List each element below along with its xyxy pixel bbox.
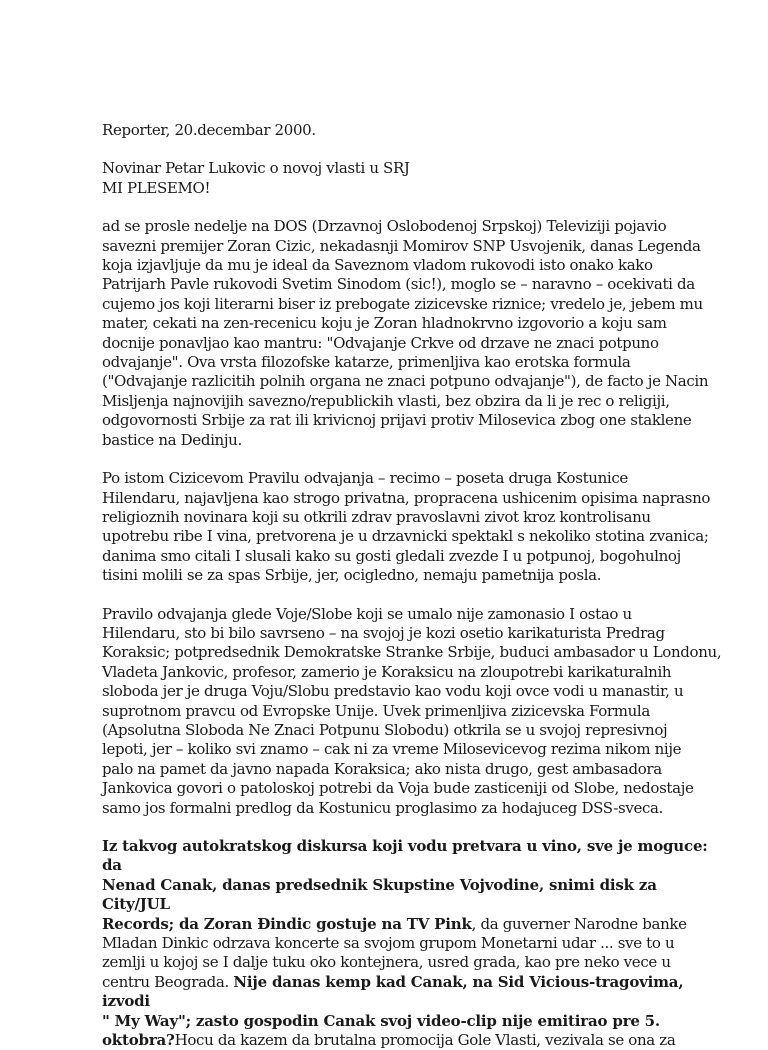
text-line: mater, cekati na zen-recenicu koju je Zoran hladnokrvno izgovorio a koju sam — [102, 314, 667, 333]
text-line: odgovornosti Srbije za rat ili krivicnoj prijavi protiv Milosevica zbog one staklene — [102, 411, 692, 430]
text-line: lepoti, jer – koliko svi znamo – cak ni za vreme Milosevicevog rezima nikom nije — [102, 740, 682, 759]
article-title: MI PLESEMO! — [102, 178, 211, 197]
text-line: samo jos formalni predlog da Kostunicu proglasimo za hodajuceg DSS-sveca. — [102, 798, 664, 817]
text-line: (Apsolutna Sloboda Ne Znaci Potpunu Slobodu) otkrila se u svojoj represivnoj — [102, 720, 668, 739]
text-line: upotrebu ribe I vina, pretvorena je u drzavnicki spektakl s nekoliko stotina zvanica; — [102, 527, 709, 546]
text-line — [102, 837, 722, 876]
article-subtitle: Novinar Petar Lukovic o novoj vlasti u SRJ — [102, 159, 410, 178]
bold-text: " My Way"; zasto gospodin Canak svoj video-clip nije emitirao pre 5. — [102, 1011, 660, 1030]
text-line: zemlji u kojoj se I dalje tuku oko kontejnera, usred grada, kao pre neko vece u — [102, 953, 671, 972]
text-line: Misljenja najnovijih savezno/republickih vlasti, bez obzira da li je rec o religiji, — [102, 391, 670, 410]
plain-text: Hocu da kazem da brutalna promocija Gole Vlasti, vezivala se ona za — [174, 1031, 676, 1050]
text-line: Koraksic; potpredsednik Demokratske Stranke Srbije, buduci ambasador u Londonu, — [102, 643, 722, 662]
text-line: savezni premijer Zoran Cizic, nekadasnji Momirov SNP Usvojenik, danas Legenda — [102, 236, 701, 255]
bold-text: oktobra? — [102, 1031, 175, 1050]
text-line: Po istom Cizicevom Pravilu odvajanja – recimo – poseta druga Kostunice — [102, 469, 628, 488]
paragraph-3 — [102, 605, 722, 818]
paragraph-4 — [102, 837, 722, 1050]
text-line: odvajanje". Ova vrsta filozofske katarze, primenljiva kao erotska formula — [102, 353, 631, 372]
text-line: Patrijarh Pavle rukovodi Svetim Sinodom (sic!), moglo se – naravno – ocekivati da — [102, 275, 695, 294]
plain-text: , da guverner Narodne banke — [471, 914, 687, 933]
dateline: Reporter, 20.decembar 2000. — [102, 121, 316, 139]
text-line: Vladeta Jankovic, profesor, zamerio je Koraksicu na zloupotrebi karikaturalnih — [102, 662, 672, 681]
text-line — [102, 1031, 722, 1050]
text-line: tisini molili se za spas Srbije, jer, ocigledno, nemaju pametnija posla. — [102, 566, 602, 585]
document-body — [102, 121, 722, 1050]
text-line: cujemo jos koji literarni biser iz prebogate zizicevske riznice; vredelo je, jebem mu — [102, 294, 703, 313]
plain-text: centru Beograda. — [102, 972, 234, 991]
text-line: Jankovica govori o patoloskoj potrebi da Voja bude zasticeniji od Slobe, nedostaje — [102, 779, 694, 798]
text-line — [102, 915, 722, 934]
bold-text: Nije danas kemp kad Canak, na Sid Vicious-tragovima, izvodi — [102, 972, 684, 1011]
paragraph-1 — [102, 217, 722, 450]
text-line: docnije ponavljao kao mantru: "Odvajanje Crkve od drzave ne znaci potpuno — [102, 333, 659, 352]
text-line: ("Odvajanje razlicitih polnih organa ne znaci potpuno odvajanje"), de facto je Nacin — [102, 372, 709, 391]
bold-text: Nenad Canak, danas predsednik Skupstine Vojvodine, snimi disk za City/JUL — [102, 875, 657, 914]
text-line — [102, 1012, 722, 1031]
text-line — [102, 973, 722, 1012]
text-line: Pravilo odvajanja glede Voje/Slobe koji se umalo nije zamonasio I ostao u — [102, 604, 632, 623]
text-line: palo na pamet da javno napada Koraksica; ako nista drugo, gest ambasadora — [102, 759, 662, 778]
text-line: ad se prosle nedelje na DOS (Drzavnoj Oslobodenoj Srpskoj) Televiziji pojavio — [102, 217, 667, 236]
text-line: koja izjavljuje da mu je ideal da Saveznom vladom rukovodi isto onako kako — [102, 256, 653, 275]
text-line: suprotnom pravcu od Evropske Unije. Uvek primenljiva zizicevska Formula — [102, 701, 650, 720]
text-line: Hilendaru, najavljena kao strogo privatna, propracena ushicenim opisima naprasno — [102, 488, 711, 507]
text-line: Hilendaru, sto bi bilo savrseno – na svojoj je kozi osetio karikaturista Predrag — [102, 623, 665, 642]
text-line: bastice na Dedinju. — [102, 430, 242, 449]
text-line: religioznih novinara koji su otkrili zdrav pravoslavni zivot kroz kontrolisanu — [102, 507, 651, 526]
bold-text: Iz takvog autokratskog diskursa koji vodu pretvara u vino, sve je moguce: da — [102, 837, 708, 875]
text-line: Mladan Dinkic odrzava koncerte sa svojom grupom Monetarni udar ... sve to u — [102, 934, 675, 953]
paragraph-2 — [102, 469, 722, 585]
text-line: danima smo citali I slusali kako su gosti gledali zvezde I u potpunoj, bogohulnoj — [102, 546, 681, 565]
bold-text: Records; da Zoran Đindic gostuje na TV Pink — [102, 914, 472, 933]
text-line — [102, 876, 722, 915]
text-line: sloboda jer je druga Voju/Slobu predstavio kao vodu koji ovce vodi u manastir, u — [102, 682, 684, 701]
